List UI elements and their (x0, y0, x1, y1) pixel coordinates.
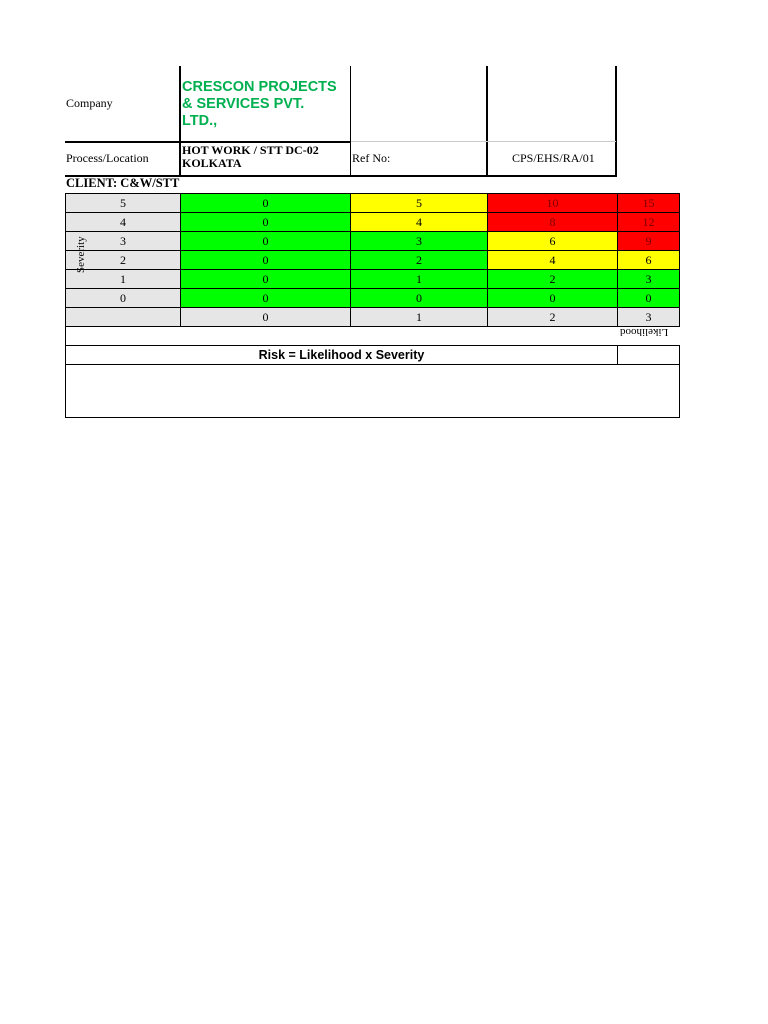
risk-cell: 6 (488, 232, 618, 251)
risk-cell: 0 (181, 213, 351, 232)
client-label: CLIENT: C&W/STT (66, 176, 180, 190)
risk-cell: 3 (351, 232, 488, 251)
risk-cell: 0 (181, 232, 351, 251)
risk-cell: 12 (618, 213, 680, 232)
risk-cell: 4 (488, 251, 618, 270)
risk-cell: 0 (181, 289, 351, 308)
risk-cell: 9 (618, 232, 680, 251)
severity-value: 2 (66, 251, 181, 270)
severity-value: 5 (66, 194, 181, 213)
formula-row (66, 346, 680, 365)
ref-label: Ref No: (352, 151, 391, 165)
company-name (182, 79, 352, 130)
notes-box (66, 365, 680, 418)
process-value-line-1: HOT WORK / STT DC-02 (182, 143, 319, 157)
risk-matrix (65, 193, 680, 418)
risk-cell: 3 (618, 270, 680, 289)
risk-cell: 2 (488, 270, 618, 289)
process-value-line-2: KOLKATA (182, 156, 242, 170)
company-name-line-3: LTD., (182, 113, 218, 129)
severity-axis-label: Severity (75, 236, 87, 273)
risk-cell: 0 (488, 289, 618, 308)
matrix-row-severity-0 (66, 289, 680, 308)
process-label: Process/Location (66, 151, 149, 165)
risk-cell: 1 (351, 270, 488, 289)
likelihood-corner (66, 308, 181, 327)
risk-cell: 0 (618, 289, 680, 308)
header-divider-1 (179, 66, 181, 176)
company-name-line-1: CRESCON PROJECTS (182, 79, 337, 95)
notes-row (66, 365, 680, 418)
risk-cell: 8 (488, 213, 618, 232)
likelihood-value: 0 (181, 308, 351, 327)
matrix-row-severity-4 (66, 213, 680, 232)
severity-value: 3 (66, 232, 181, 251)
header-divider-3 (486, 66, 488, 176)
risk-cell: 6 (618, 251, 680, 270)
risk-formula: Risk = Likelihood x Severity (66, 346, 618, 365)
risk-cell: 10 (488, 194, 618, 213)
risk-cell: 0 (181, 194, 351, 213)
company-label: Company (66, 96, 113, 110)
severity-value: 0 (66, 289, 181, 308)
risk-cell: 2 (351, 251, 488, 270)
likelihood-value: 2 (488, 308, 618, 327)
risk-cell: 15 (618, 194, 680, 213)
risk-cell: 0 (181, 270, 351, 289)
risk-cell: 5 (351, 194, 488, 213)
likelihood-axis-label: Likelihood (620, 326, 669, 338)
matrix-row-severity-1 (66, 270, 680, 289)
matrix-row-severity-5 (66, 194, 680, 213)
risk-cell: 0 (181, 251, 351, 270)
severity-value: 1 (66, 270, 181, 289)
risk-cell: 4 (351, 213, 488, 232)
header-rule-2 (351, 141, 616, 142)
axis-label-cell (66, 327, 680, 346)
matrix-row-severity-2 (66, 251, 680, 270)
risk-cell: 0 (351, 289, 488, 308)
header-divider-4 (615, 66, 617, 176)
process-value (182, 144, 319, 170)
matrix-row-severity-3 (66, 232, 680, 251)
formula-side-cell (618, 346, 680, 365)
matrix-axis-row (66, 327, 680, 346)
likelihood-value: 1 (351, 308, 488, 327)
severity-value: 4 (66, 213, 181, 232)
company-name-line-2: & SERVICES PVT. (182, 96, 305, 112)
matrix-likelihood-row (66, 308, 680, 327)
likelihood-value: 3 (618, 308, 680, 327)
ref-value: CPS/EHS/RA/01 (512, 151, 595, 165)
